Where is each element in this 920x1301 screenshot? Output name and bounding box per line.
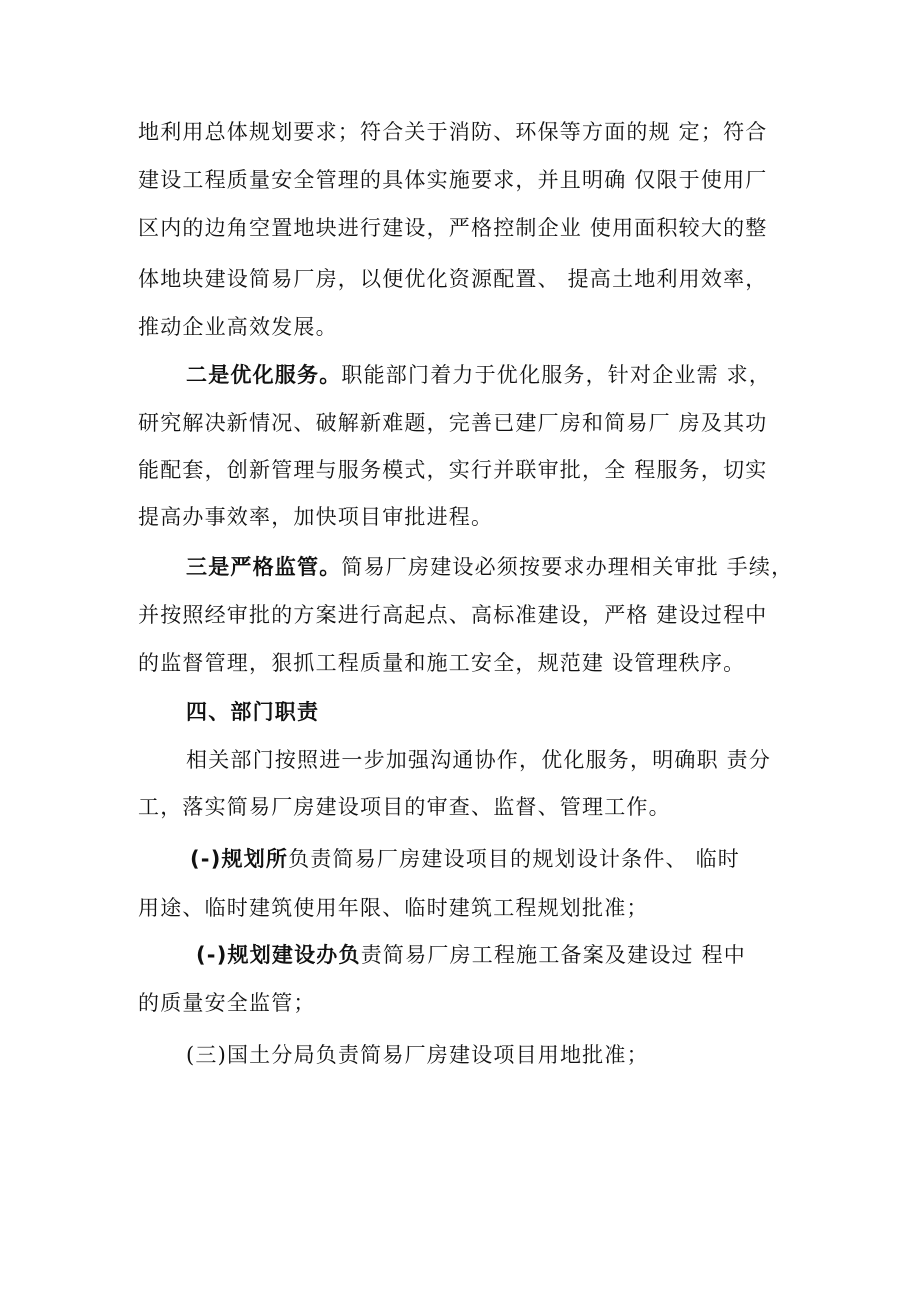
paragraph-text: 职能部门着力于优化服务，针对企业需 求， xyxy=(341,363,772,387)
body-line: 区内的边角空置地块进行建设，严格控制企业 使用面积较大的整 xyxy=(138,216,768,240)
body-line: 用途、临时建筑使用年限、临时建筑工程规划批准； xyxy=(138,896,649,920)
body-line: 提高办事效率，加快项目审批进程。 xyxy=(138,505,494,529)
body-line: 建设工程质量安全管理的具体实施要求，并且明确 仅限于使用厂 xyxy=(138,168,768,192)
body-line: 的质量安全监管； xyxy=(138,991,316,1015)
paragraph-first-line xyxy=(186,552,793,582)
body-line: 地利用总体规划要求；符合关于消防、环保等方面的规 定；符合 xyxy=(138,120,768,144)
list-item-first-line xyxy=(196,940,746,970)
body-line: 的监督管理，狠抓工程质量和施工安全，规范建 设管理秩序。 xyxy=(138,651,746,675)
list-item: (三)国土分局负责简易厂房建设项目用地批准； xyxy=(186,1043,649,1067)
body-line: 并按照经审批的方案进行高起点、高标准建设，严格 建设过程中 xyxy=(138,603,768,627)
list-item-first-line xyxy=(190,844,740,874)
body-line: 能配套，创新管理与服务模式，实行并联审批，全 程服务，切实 xyxy=(138,458,768,482)
body-line: 体地块建设简易厂房，以便优化资源配置、 提高土地利用效率， xyxy=(138,267,768,291)
list-item-text: 责简易厂房工程施工备案及建设过 程中 xyxy=(360,943,746,967)
body-line: 相关部门按照进一步加强沟通协作，优化服务，明确职 责分 xyxy=(186,748,772,772)
paragraph-text: 简易厂房建设必须按要求办理相关审批 手续， xyxy=(341,555,794,579)
paragraph-lead: 三是严格监管。 xyxy=(186,555,342,579)
list-item-lead: (-)规划建设办负 xyxy=(196,943,361,967)
section-heading: 四、部门职责 xyxy=(186,700,320,724)
body-line: 推动企业高效发展。 xyxy=(138,315,338,339)
list-item-lead: (-)规划所 xyxy=(190,847,289,871)
body-line: 工，落实简易厂房建设项目的审查、监督、管理工作。 xyxy=(138,795,671,819)
paragraph-lead: 二是优化服务。 xyxy=(186,363,342,387)
paragraph-first-line xyxy=(186,360,771,390)
body-line: 研究解决新情况、破解新难题，完善已建厂房和简易厂 房及其功 xyxy=(138,411,768,435)
list-item-text: 负责简易厂房建设项目的规划设计条件、 临时 xyxy=(288,847,740,871)
